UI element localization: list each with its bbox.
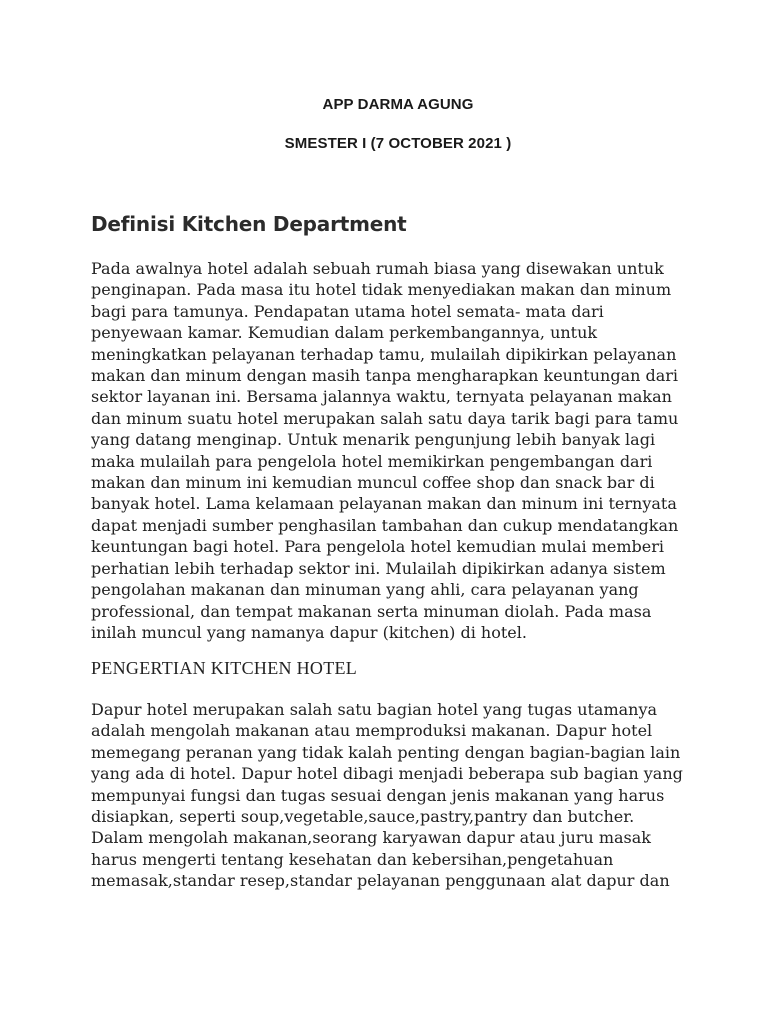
- paragraph-line: memasak,standar resep,standar pelayanan penggunaan alat dapur dan: [91, 871, 670, 891]
- paragraph-line: professional, dan tempat makanan serta minuman diolah. Pada masa: [91, 601, 652, 621]
- paragraph-line: sektor layanan ini. Bersama jalannya waktu, ternyata pelayanan makan: [91, 387, 672, 407]
- paragraph-line: dapat menjadi sumber penghasilan tambahan dan cukup mendatangkan: [91, 515, 679, 535]
- subheading-kitchen-hotel: PENGERTIAN KITCHEN HOTEL: [91, 658, 358, 678]
- paragraph-line: Dalam mengolah makanan,seorang karyawan dapur atau juru masak: [91, 828, 651, 848]
- paragraph-line: perhatian lebih terhadap sektor ini. Mulailah dipikirkan adanya sistem: [91, 558, 666, 578]
- paragraph-line: harus mengerti tentang kesehatan dan kebersihan,pengetahuan: [91, 849, 614, 869]
- paragraph-line: Pada awalnya hotel adalah sebuah rumah biasa yang disewakan untuk: [91, 259, 664, 278]
- document-header-semester: SMESTER I (7 OCTOBER 2021 ): [284, 135, 512, 152]
- paragraph-line: adalah mengolah makanan atau memproduksi makanan. Dapur hotel: [91, 721, 653, 741]
- paragraph-definition: [91, 258, 691, 643]
- paragraph-kitchen-hotel: [91, 699, 691, 892]
- paragraph-line: makan dan minum ini kemudian muncul coffee shop dan snack bar di: [91, 473, 655, 493]
- paragraph-line: inilah muncul yang namanya dapur (kitchen) di hotel.: [91, 622, 527, 642]
- section-title: Definisi Kitchen Department: [91, 212, 407, 236]
- paragraph-line: bagi para tamunya. Pendapatan utama hotel semata- mata dari: [91, 301, 604, 321]
- paragraph-line: memegang peranan yang tidak kalah penting dengan bagian-bagian lain: [91, 742, 681, 762]
- paragraph-line: yang datang menginap. Untuk menarik pengunjung lebih banyak lagi: [91, 430, 656, 450]
- paragraph-line: dan minum suatu hotel merupakan salah satu daya tarik bagi para tamu: [91, 408, 679, 428]
- paragraph-line: makan dan minum dengan masih tanpa mengharapkan keuntungan dari: [91, 366, 679, 386]
- paragraph-line: yang ada di hotel. Dapur hotel dibagi menjadi beberapa sub bagian yang: [91, 764, 683, 784]
- paragraph-line: Dapur hotel merupakan salah satu bagian hotel yang tugas utamanya: [91, 700, 658, 719]
- paragraph-line: pengolahan makanan dan minuman yang ahli, cara pelayanan yang: [91, 580, 639, 600]
- paragraph-line: penginapan. Pada masa itu hotel tidak menyediakan makan dan minum: [91, 280, 672, 300]
- paragraph-line: disiapkan, seperti soup,vegetable,sauce,pastry,pantry dan butcher.: [91, 807, 635, 827]
- paragraph-line: banyak hotel. Lama kelamaan pelayanan makan dan minum ini ternyata: [91, 494, 677, 514]
- paragraph-line: penyewaan kamar. Kemudian dalam perkembangannya, untuk: [91, 323, 598, 343]
- paragraph-line: maka mulailah para pengelola hotel memikirkan pengembangan dari: [91, 451, 653, 471]
- paragraph-line: keuntungan bagi hotel. Para pengelola hotel kemudian mulai memberi: [91, 537, 665, 557]
- document-header-institution: APP DARMA AGUNG: [322, 96, 474, 113]
- paragraph-line: mempunyai fungsi dan tugas sesuai dengan jenis makanan yang harus: [91, 785, 665, 805]
- paragraph-line: meningkatkan pelayanan terhadap tamu, mulailah dipikirkan pelayanan: [91, 344, 677, 364]
